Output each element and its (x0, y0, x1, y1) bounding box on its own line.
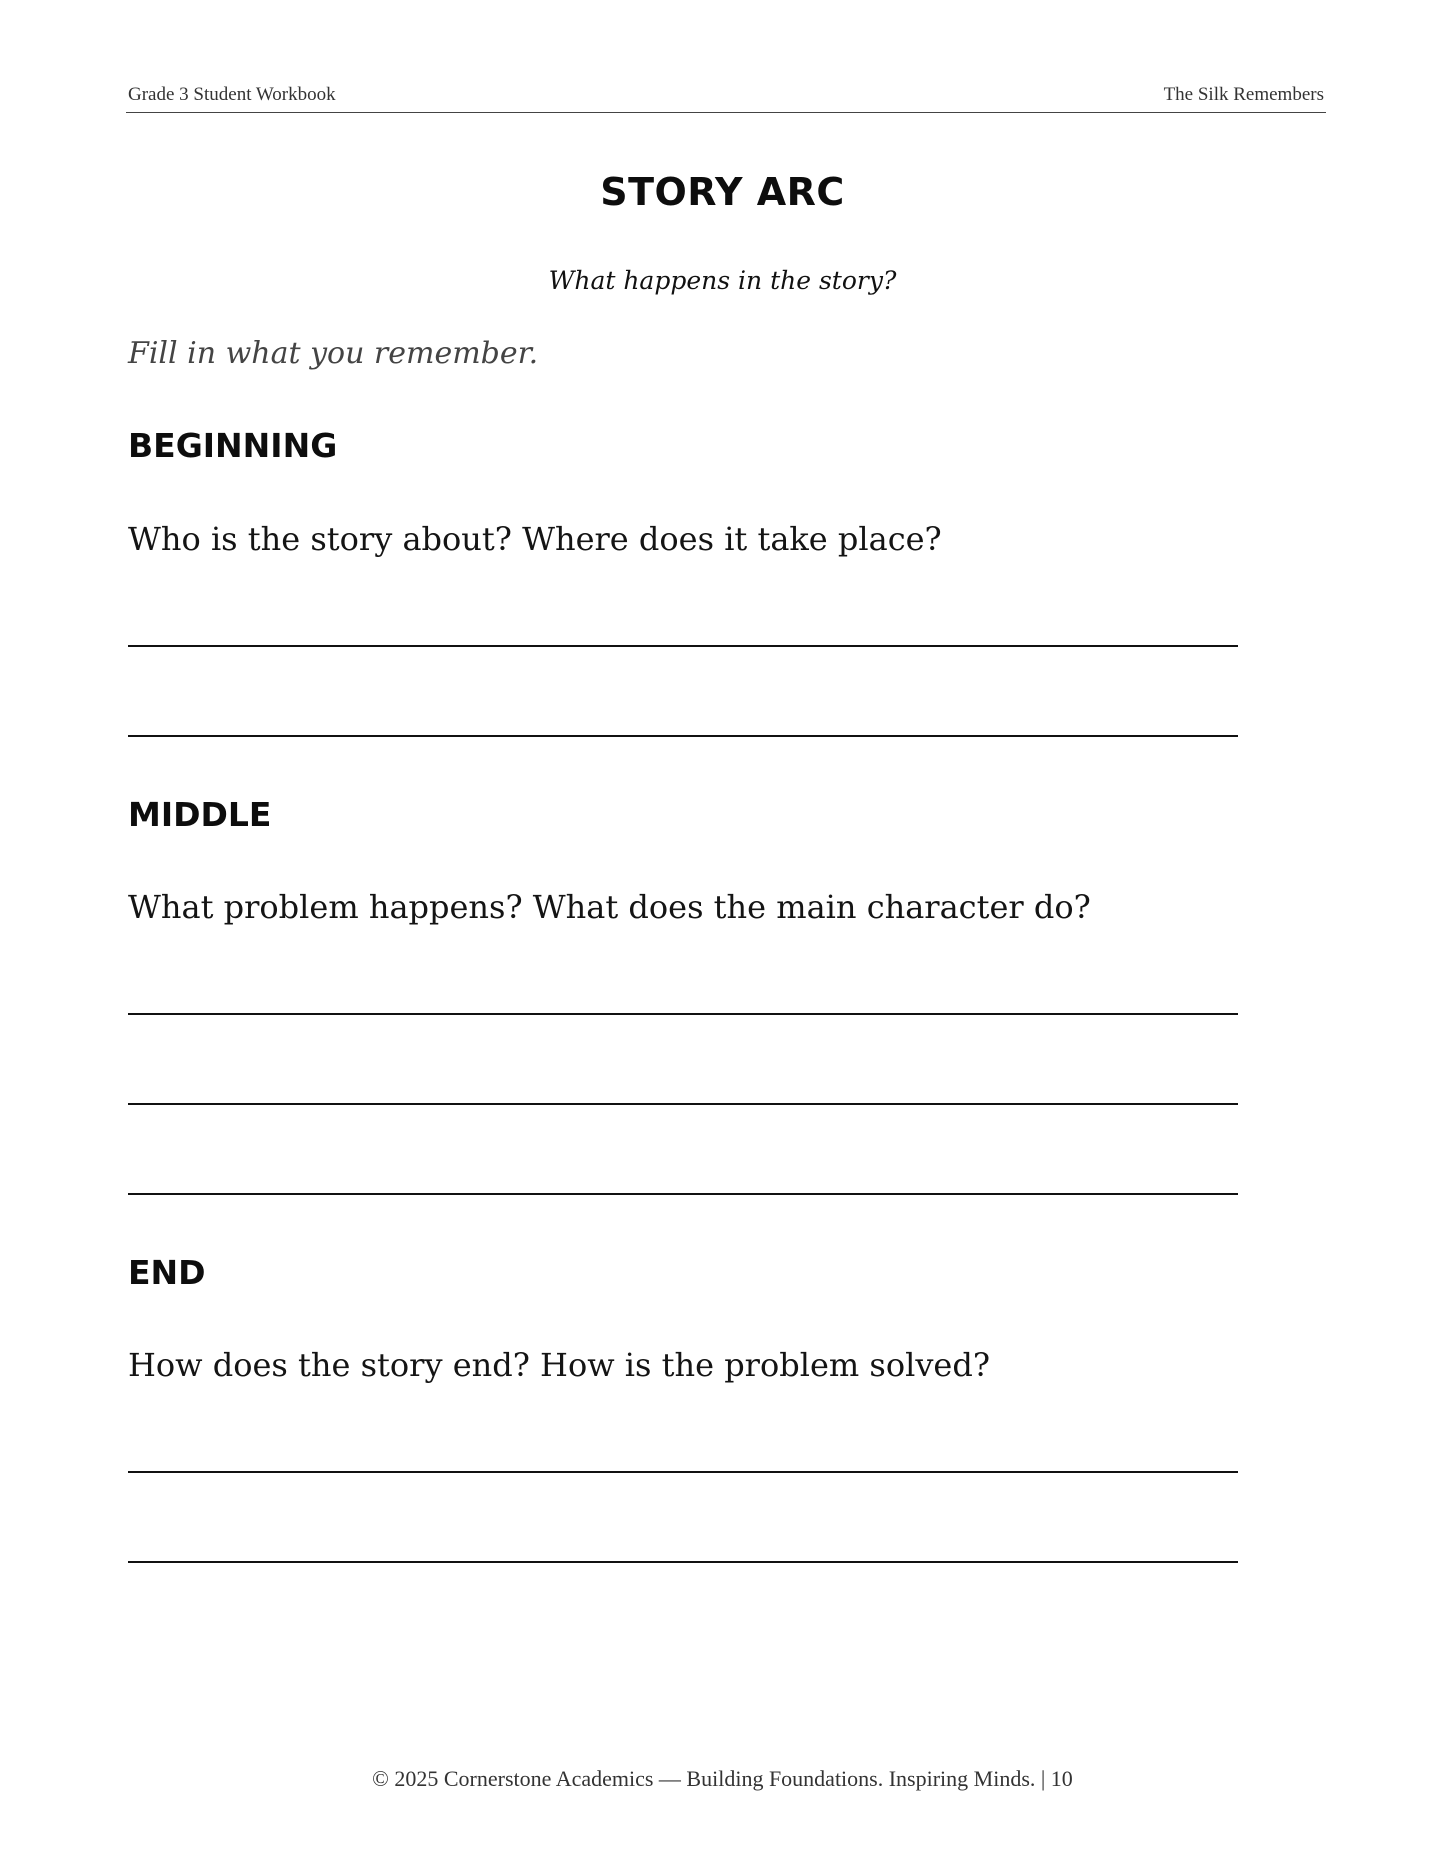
answer-line-middle-3[interactable] (128, 1193, 1238, 1195)
instructions-text: Fill in what you remember. (128, 336, 539, 371)
section-heading-middle: MIDDLE (128, 795, 272, 834)
header-workbook-title: Grade 3 Student Workbook (128, 84, 336, 105)
section-heading-end: END (128, 1253, 206, 1292)
answer-line-beginning-2[interactable] (128, 735, 1238, 737)
answer-line-end-2[interactable] (128, 1561, 1238, 1563)
page-subtitle: What happens in the story? (548, 266, 897, 295)
answer-line-end-1[interactable] (128, 1471, 1238, 1473)
answer-line-middle-1[interactable] (128, 1013, 1238, 1015)
question-end: How does the story end? How is the problem solved? (128, 1346, 990, 1384)
page-title: STORY ARC (600, 170, 845, 214)
answer-line-middle-2[interactable] (128, 1103, 1238, 1105)
question-beginning: Who is the story about? Where does it take place? (128, 520, 942, 558)
header-book-title: The Silk Remembers (1163, 84, 1324, 105)
page-footer: © 2025 Cornerstone Academics — Building Foundations. Inspiring Minds. | 10 (372, 1766, 1073, 1791)
page-header (126, 82, 1326, 113)
section-heading-beginning: BEGINNING (128, 426, 338, 465)
answer-line-beginning-1[interactable] (128, 645, 1238, 647)
question-middle: What problem happens? What does the main character do? (128, 888, 1091, 926)
